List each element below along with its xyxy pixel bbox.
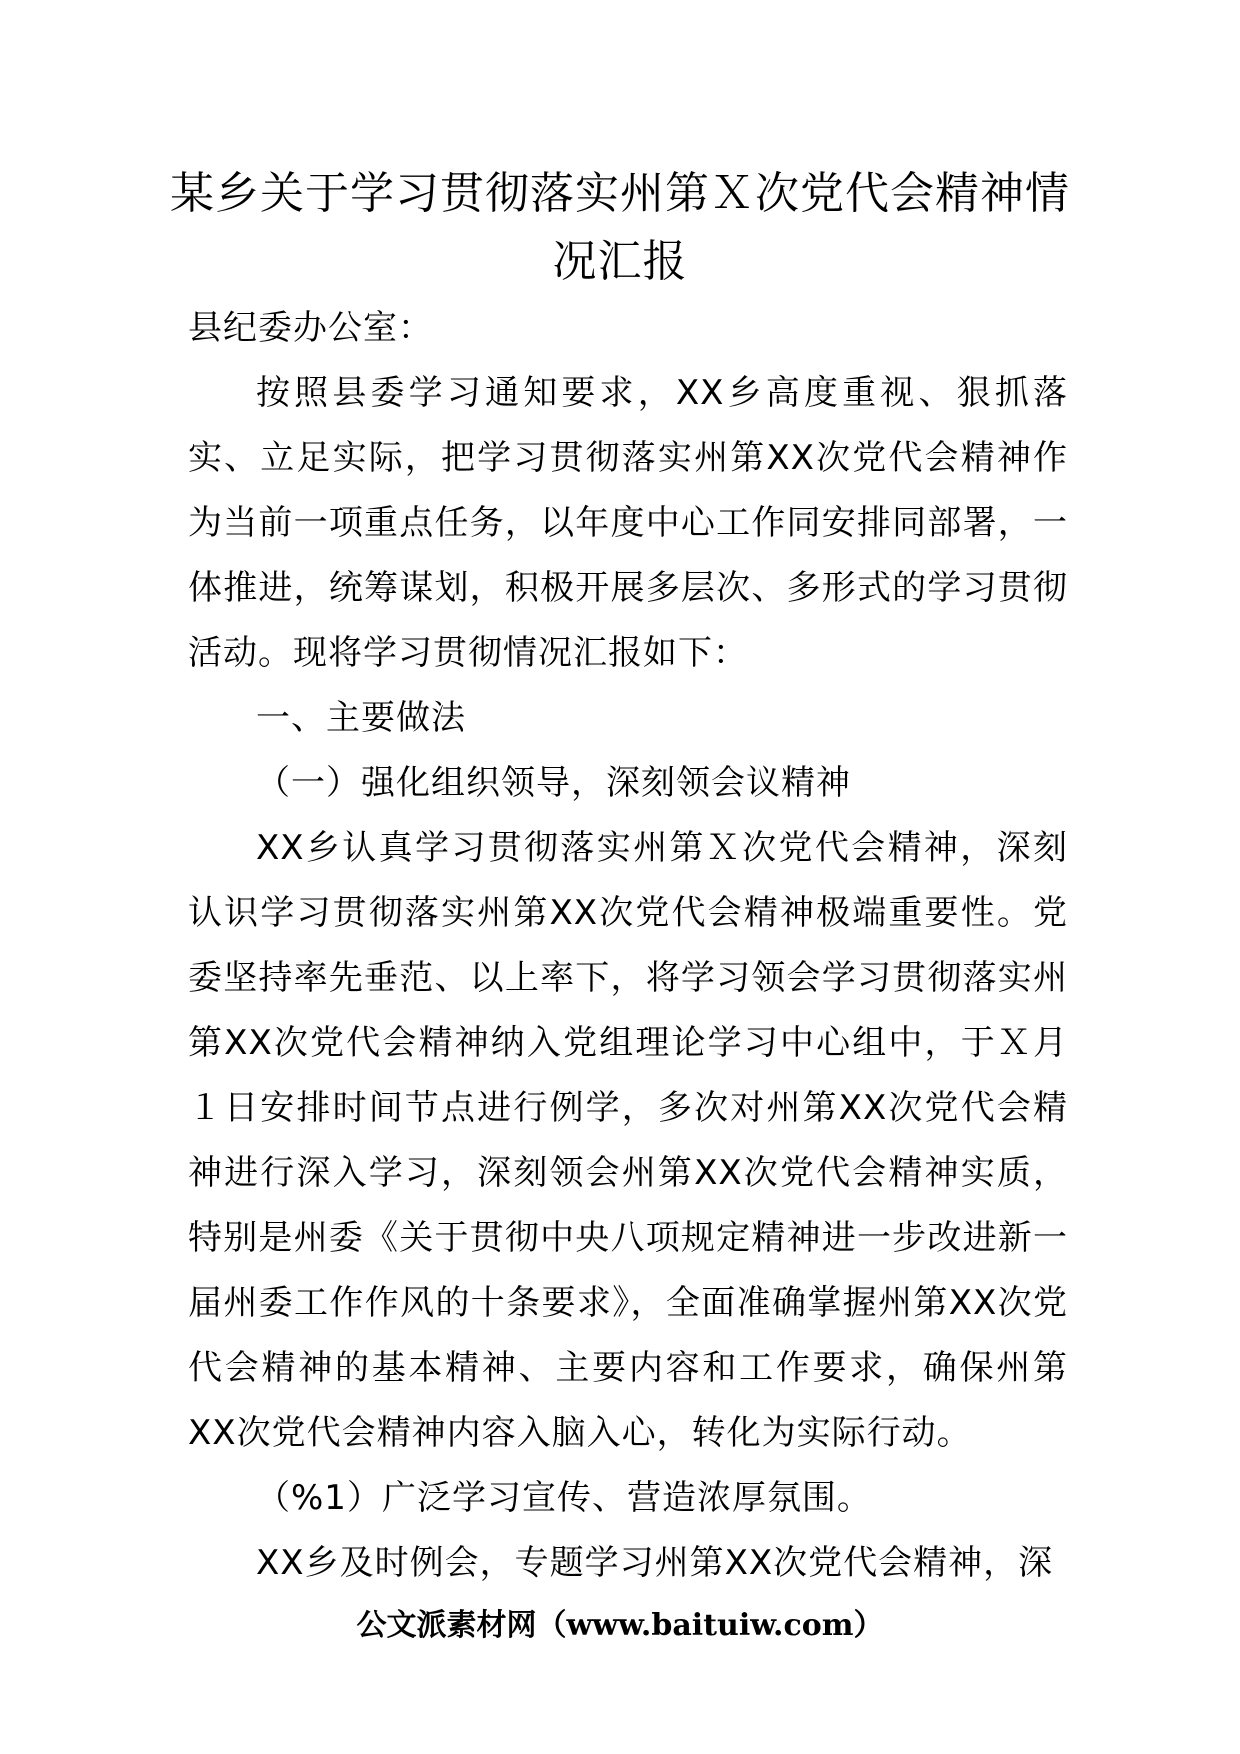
- paragraph-intro: 按照县委学习通知要求，XX乡高度重视、狠抓落实、立足实际，把学习贯彻落实州第XX次党代会精神作为当前一项重点任务，以年度中心工作同安排同部署，一体推进，统筹谋划，积极开展多层次、多形式的学习贯彻活动。现将学习贯彻情况汇报如下：: [188, 373, 1068, 673]
- section-heading-main-practices: 一、主要做法: [256, 698, 466, 738]
- subsection-heading-2: （%1）广泛学习宣传、营造浓厚氛围。: [256, 1478, 872, 1518]
- paragraph-subsection-1: XX乡认真学习贯彻落实州第Ｘ次党代会精神，深刻认识学习贯彻落实州第XX次党代会精神极端重要性。党委坚持率先垂范、以上率下，将学习领会学习贯彻落实州第XX次党代会精神纳入党组理论学习中心组中，于Ｘ月１日安排时间节点进行例学，多次对州第XX次党代会精神进行深入学习，深刻领会州第XX次党代会精神实质，特别是州委《关于贯彻中央八项规定精神进一步改进新一届州委工作作风的十条要求》，全面准确掌握州第XX次党代会精神的基本精神、主要内容和工作要求，确保州第XX次党代会精神内容入脑入心，转化为实际行动。: [188, 828, 1068, 1453]
- paragraph-subsection-2: XX乡及时例会，专题学习州第XX次党代会精神，深: [256, 1543, 1054, 1583]
- footer-watermark: 公文派素材网（www.baituiw.com）: [356, 1608, 884, 1643]
- document-title: 某乡关于学习贯彻落实州第Ｘ次党代会精神情况汇报: [170, 168, 1070, 287]
- salutation: 县纪委办公室：: [188, 308, 433, 348]
- document-body: [188, 296, 1068, 1596]
- subsection-heading-1: （一）强化组织领导，深刻领会议精神: [256, 763, 851, 803]
